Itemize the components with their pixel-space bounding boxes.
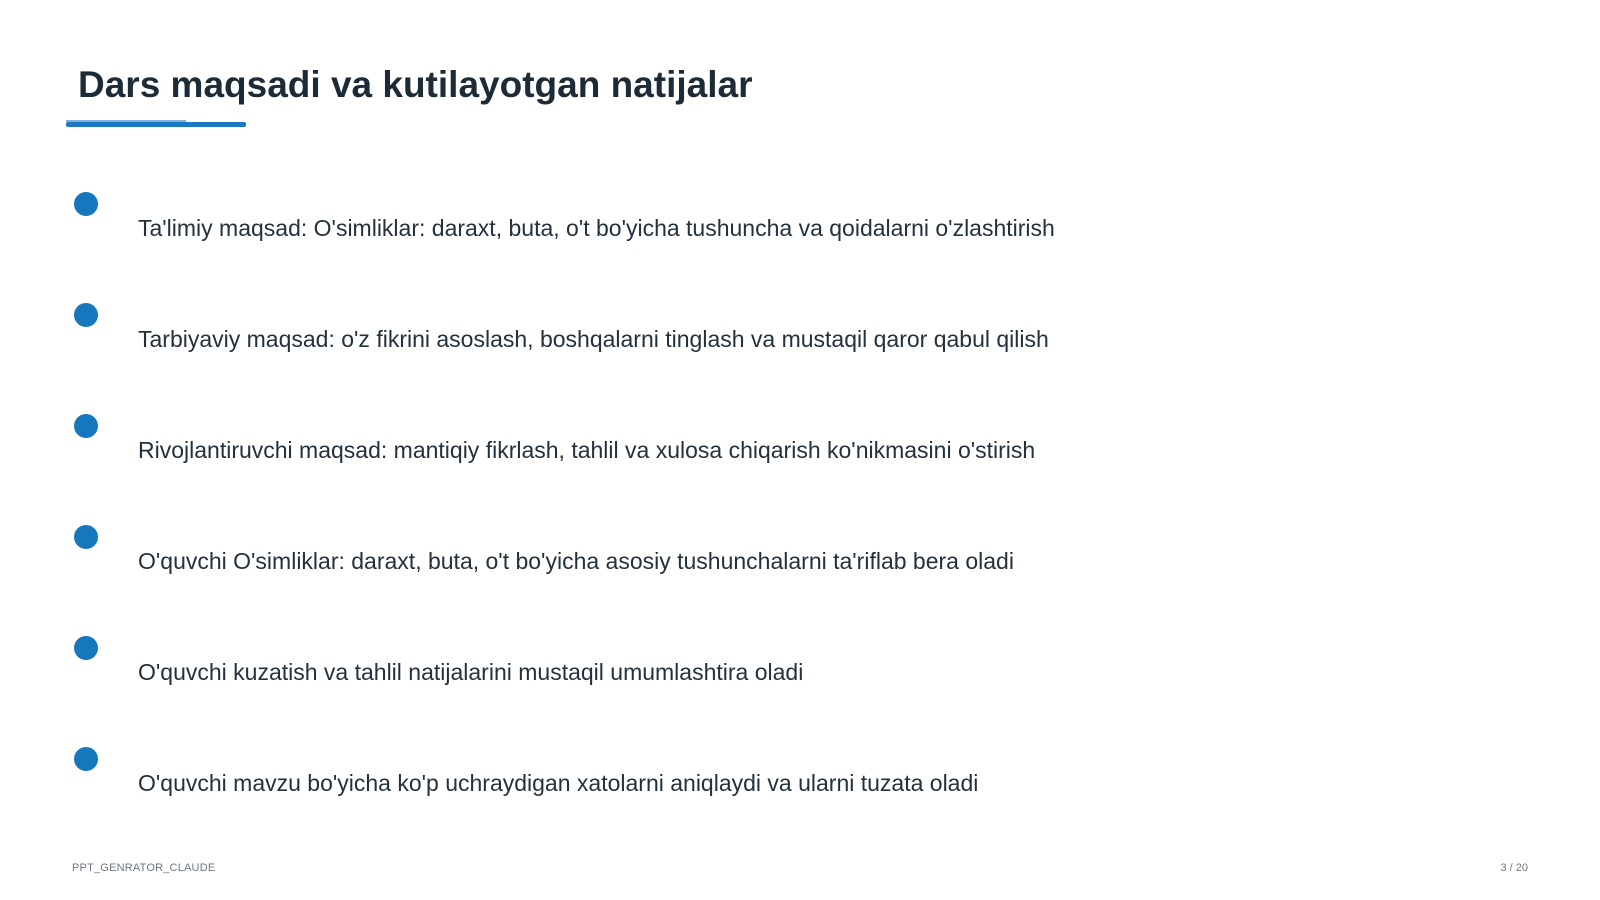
objective-item [0, 192, 1600, 272]
objective-item [0, 747, 1600, 827]
bullet-dot-icon [74, 636, 98, 660]
objective-text: Rivojlantiruvchi maqsad: mantiqiy fikrlash, tahlil va xulosa chiqarish ko'nikmasini o'stirish [138, 437, 1036, 463]
bullet-dot-icon [74, 525, 98, 549]
footer-label: PPT_GENRATOR_CLAUDE [72, 862, 216, 874]
objective-item [0, 414, 1600, 494]
objective-text: O'quvchi O'simliklar: daraxt, buta, o't bo'yicha asosiy tushunchalarni ta'riflab bera oladi [138, 548, 1014, 574]
objective-text: O'quvchi mavzu bo'yicha ko'p uchraydigan xatolarni aniqlaydi va ularni tuzata oladi [138, 770, 979, 796]
objective-text: O'quvchi kuzatish va tahlil natijalarini mustaqil umumlashtira oladi [138, 659, 804, 685]
page-indicator: 3 / 20 [1500, 862, 1528, 874]
objective-text: Tarbiyaviy maqsad: o'z fikrini asoslash, boshqalarni tinglash va mustaqil qaror qabul qilish [138, 326, 1049, 352]
bullet-dot-icon [74, 303, 98, 327]
bullet-dot-icon [74, 747, 98, 771]
bullet-dot-icon [74, 192, 98, 216]
objective-item [0, 303, 1600, 383]
objective-item [0, 636, 1600, 716]
objective-text: Ta'limiy maqsad: O'simliklar: daraxt, buta, o't bo'yicha tushuncha va qoidalarni o'zlashtirish [138, 215, 1055, 241]
bullet-dot-icon [74, 414, 98, 438]
slide-title: Dars maqsadi va kutilayotgan natijalar [78, 64, 753, 105]
objective-item [0, 525, 1600, 605]
